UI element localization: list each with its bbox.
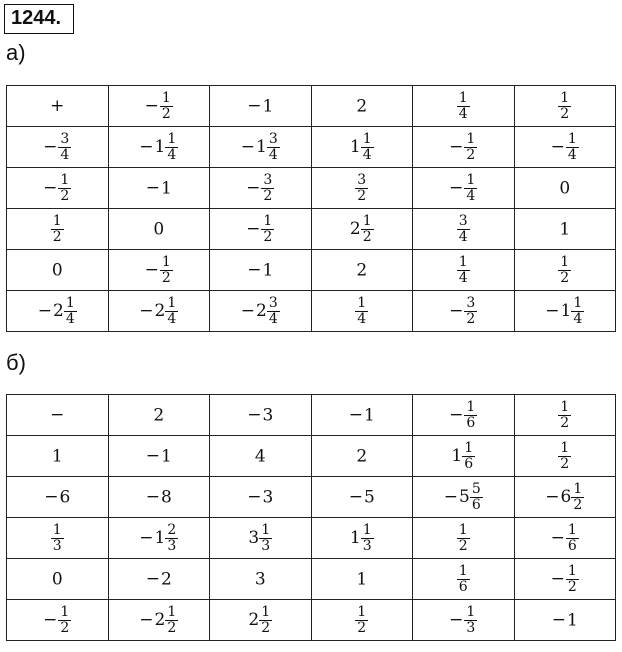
table-cell: $\frac{3}{4}$ xyxy=(413,209,515,250)
table-cell: −2 $\frac{1}{4}$ xyxy=(108,291,210,332)
table-cell: $\frac{1}{4}$ xyxy=(311,291,413,332)
table-cell: $\frac{1}{6}$ xyxy=(413,559,515,600)
table-cell: 2 xyxy=(311,436,413,477)
table-cell: − $\frac{3}{2}$ xyxy=(210,168,312,209)
header-cell: − $\frac{3}{4}$ xyxy=(7,127,109,168)
table-cell: 0 xyxy=(108,209,210,250)
table-cell: 1 $\frac{1}{3}$ xyxy=(311,518,413,559)
table-cell: −6 $\frac{1}{2}$ xyxy=(514,477,616,518)
table-row xyxy=(7,600,616,641)
table-row xyxy=(7,250,616,291)
header-cell: $\frac{1}{2}$ xyxy=(514,395,616,436)
table-part-b xyxy=(6,394,616,641)
header-cell: 0 xyxy=(7,559,109,600)
header-cell: − $\frac{1}{2}$ xyxy=(7,168,109,209)
table-cell: − $\frac{1}{3}$ xyxy=(413,600,515,641)
table-cell: −5 xyxy=(311,477,413,518)
table-cell: −3 xyxy=(210,477,312,518)
header-cell: 2 xyxy=(108,395,210,436)
header-cell: − $\frac{1}{2}$ xyxy=(7,600,109,641)
table-row xyxy=(7,291,616,332)
table-cell: 3 xyxy=(210,559,312,600)
table-cell: − $\frac{1}{2}$ xyxy=(210,209,312,250)
table-cell: − $\frac{1}{6}$ xyxy=(514,518,616,559)
header-cell: − $\frac{1}{2}$ xyxy=(108,86,210,127)
table-cell: − $\frac{1}{4}$ xyxy=(514,127,616,168)
table-row xyxy=(7,436,616,477)
table-part-a xyxy=(6,85,616,332)
table-row xyxy=(7,127,616,168)
table-cell: −2 $\frac{3}{4}$ xyxy=(210,291,312,332)
table-cell: $\frac{1}{4}$ xyxy=(413,250,515,291)
header-cell: $\frac{1}{2}$ xyxy=(514,86,616,127)
header-cell: 0 xyxy=(7,250,109,291)
table-row xyxy=(7,86,616,127)
table-row xyxy=(7,395,616,436)
header-cell: −1 xyxy=(311,395,413,436)
table-cell: −1 xyxy=(210,250,312,291)
problem-number: 1244. xyxy=(4,4,74,34)
header-cell: + xyxy=(7,86,109,127)
header-cell: − $\frac{1}{6}$ xyxy=(413,395,515,436)
header-cell: 1 xyxy=(7,436,109,477)
table-cell: − $\frac{1}{4}$ xyxy=(413,168,515,209)
header-cell: $\frac{1}{3}$ xyxy=(7,518,109,559)
table-cell: $\frac{3}{2}$ xyxy=(311,168,413,209)
table-cell: −1 $\frac{1}{4}$ xyxy=(514,291,616,332)
table-cell: 3 $\frac{1}{3}$ xyxy=(210,518,312,559)
table-row xyxy=(7,168,616,209)
table-cell: 0 xyxy=(514,168,616,209)
table-cell: − $\frac{1}{2}$ xyxy=(413,127,515,168)
header-cell: −3 xyxy=(210,395,312,436)
table-cell: 1 xyxy=(311,559,413,600)
table-cell: − $\frac{1}{2}$ xyxy=(514,559,616,600)
table-cell: 1 $\frac{1}{4}$ xyxy=(311,127,413,168)
table-cell: − $\frac{1}{2}$ xyxy=(108,250,210,291)
table-cell: 1 xyxy=(514,209,616,250)
table-cell: $\frac{1}{2}$ xyxy=(311,600,413,641)
header-cell: $\frac{1}{2}$ xyxy=(7,209,109,250)
table-cell: 2 $\frac{1}{2}$ xyxy=(311,209,413,250)
table-cell: $\frac{1}{2}$ xyxy=(514,436,616,477)
table-row xyxy=(7,518,616,559)
table-cell: −1 $\frac{1}{4}$ xyxy=(108,127,210,168)
table-cell: $\frac{1}{2}$ xyxy=(413,518,515,559)
table-cell: 1 $\frac{1}{6}$ xyxy=(413,436,515,477)
part-b-label: б) xyxy=(6,350,26,375)
table-cell: 4 xyxy=(210,436,312,477)
table-cell: −1 $\frac{3}{4}$ xyxy=(210,127,312,168)
table-cell: −2 xyxy=(108,559,210,600)
header-cell: −1 xyxy=(210,86,312,127)
header-cell: − xyxy=(7,395,109,436)
table-cell: −8 xyxy=(108,477,210,518)
table-cell: −2 $\frac{1}{2}$ xyxy=(108,600,210,641)
table-cell: $\frac{1}{2}$ xyxy=(514,250,616,291)
table-cell: −5 $\frac{5}{6}$ xyxy=(413,477,515,518)
table-row xyxy=(7,559,616,600)
table-row xyxy=(7,477,616,518)
header-cell: −2 $\frac{1}{4}$ xyxy=(7,291,109,332)
table-cell: 2 xyxy=(311,250,413,291)
table-row xyxy=(7,209,616,250)
table-cell: −1 $\frac{2}{3}$ xyxy=(108,518,210,559)
header-cell: −6 xyxy=(7,477,109,518)
table-cell: −1 xyxy=(108,436,210,477)
table-cell: −1 xyxy=(514,600,616,641)
table-cell: − $\frac{3}{2}$ xyxy=(413,291,515,332)
header-cell: $\frac{1}{4}$ xyxy=(413,86,515,127)
table-cell: 2 $\frac{1}{2}$ xyxy=(210,600,312,641)
header-cell: 2 xyxy=(311,86,413,127)
part-a-label: а) xyxy=(6,40,26,65)
table-cell: −1 xyxy=(108,168,210,209)
